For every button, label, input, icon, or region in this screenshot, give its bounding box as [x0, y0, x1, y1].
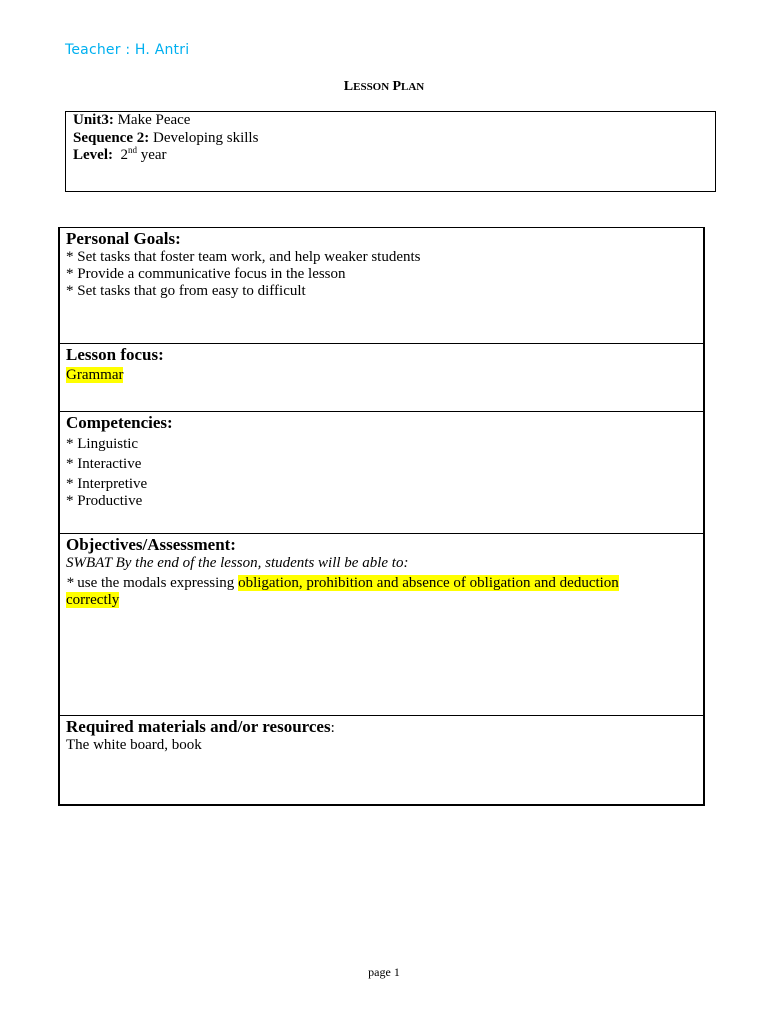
personal-goals-heading: Personal Goals: [66, 229, 181, 248]
competency-item: * Interpretive [66, 476, 148, 492]
unit-label: Unit3: [73, 112, 114, 128]
objectives-heading: Objectives/Assessment: [66, 535, 236, 554]
objective-highlight: obligation, prohibition and absence of obligation and deduction correctly [66, 575, 619, 608]
teacher-name: Teacher : H. Antri [65, 42, 190, 58]
competency-item: * Productive [66, 493, 143, 509]
competencies-heading: Competencies: [66, 413, 173, 432]
level-rest: year [140, 147, 167, 163]
lesson-plan-table [58, 227, 705, 806]
document-title [0, 78, 768, 95]
sequence-value: Developing skills [153, 129, 259, 146]
title-initial-l: L [343, 79, 354, 94]
goal-item: * Set tasks that foster team work, and help weaker students [66, 249, 421, 265]
lesson-focus-value: Grammar [66, 367, 124, 383]
competencies-section [60, 412, 703, 534]
goal-item: * Provide a communicative focus in the lesson [66, 266, 346, 282]
sequence-row [73, 130, 715, 148]
objectives-section [60, 534, 703, 716]
objective-bullet: * [66, 575, 74, 591]
title-rest-lesson: ESSON [353, 81, 390, 93]
unit-value: Make Peace [117, 112, 191, 128]
materials-value: The white board, book [66, 737, 202, 753]
title-rest-plan: LAN [401, 81, 425, 93]
unit-row [73, 112, 715, 130]
materials-colon: : [330, 720, 335, 736]
competency-item: * Linguistic [66, 436, 139, 452]
competency-item: * Interactive [66, 456, 142, 472]
swbat-text: SWBAT By the end of the lesson, students will be able to: [66, 555, 409, 571]
page-number: page 1 [368, 965, 400, 979]
level-label: Level: [73, 147, 113, 163]
lesson-focus-heading: Lesson focus: [66, 345, 164, 364]
lesson-focus-section [60, 344, 703, 412]
lesson-info-box [65, 111, 716, 192]
personal-goals-section [60, 228, 703, 344]
objective-item [66, 575, 703, 609]
goal-item: * Set tasks that go from easy to difficult [66, 283, 306, 299]
title-initial-p: P [392, 79, 401, 94]
level-number: 2 [120, 147, 128, 163]
level-superscript: nd [127, 145, 137, 155]
sequence-label: Sequence 2: [73, 129, 150, 146]
materials-heading: Required materials and/or resources [66, 717, 331, 736]
materials-section [60, 716, 703, 804]
level-row [73, 147, 715, 165]
objective-prefix: use the modals expressing [73, 575, 239, 591]
